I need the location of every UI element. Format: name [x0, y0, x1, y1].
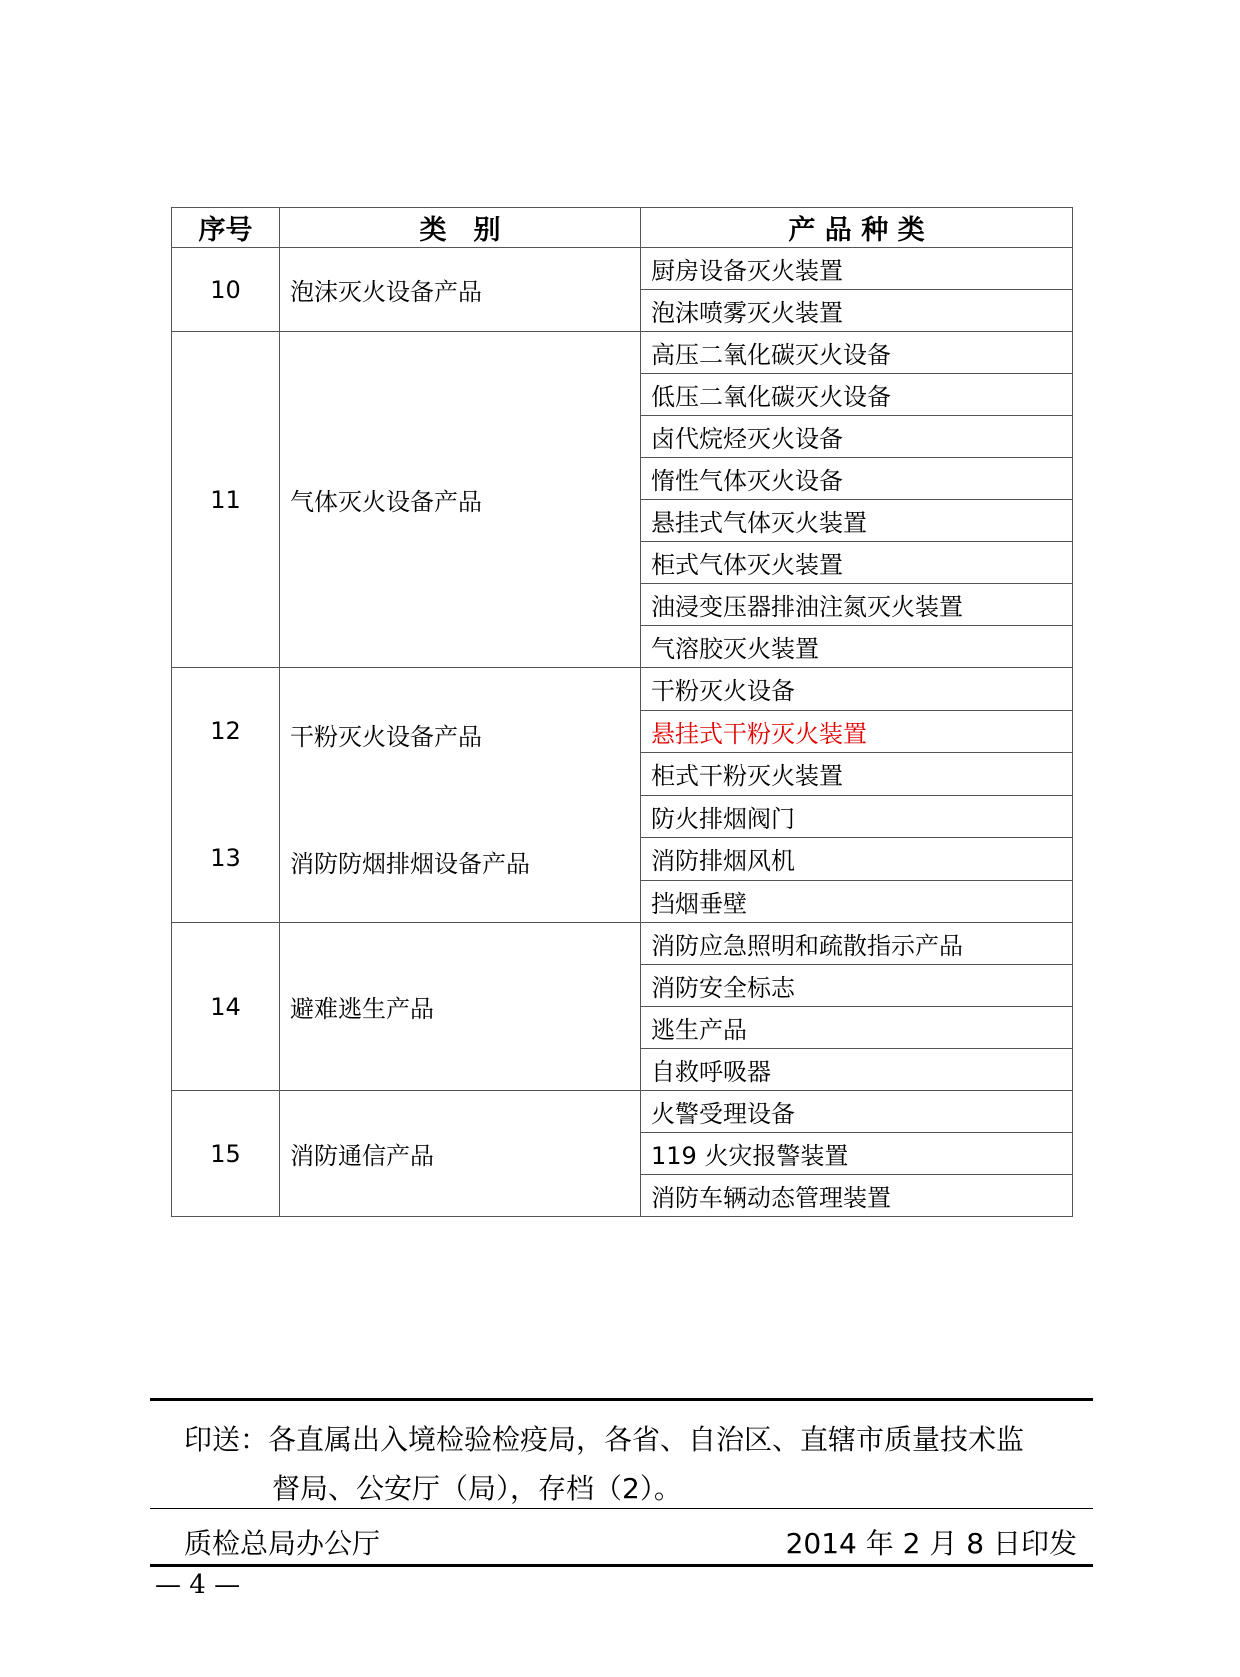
product-item: 油浸变压器排油注氮灭火装置: [641, 584, 1073, 626]
product-item: 悬挂式气体灭火装置: [641, 500, 1073, 542]
distribution-line-2: 督局、公安厅（局），存档（2）。: [272, 1472, 682, 1505]
group-category: 气体灭火设备产品: [280, 332, 641, 668]
product-item-highlighted: 悬挂式干粉灭火装置: [641, 710, 1073, 753]
page-number: — 4 —: [155, 1570, 241, 1600]
product-item: 火警受理设备: [641, 1091, 1073, 1133]
footer-middle-rule: [150, 1508, 1093, 1509]
product-item: 气溶胶灭火装置: [641, 626, 1073, 668]
product-item: 防火排烟阀门: [641, 795, 1073, 838]
footer-bottom-rule: [150, 1564, 1093, 1567]
merged-category-cell: [280, 668, 641, 923]
product-item: 柜式干粉灭火装置: [641, 753, 1073, 796]
product-catalog-table: [171, 207, 1073, 1217]
group-category: 干粉灭火设备产品: [290, 723, 482, 751]
product-item: 柜式气体灭火装置: [641, 542, 1073, 584]
header-products: 产 品 种 类: [641, 208, 1073, 248]
product-item: 泡沫喷雾灭火装置: [641, 290, 1073, 332]
product-item: 逃生产品: [641, 1007, 1073, 1049]
product-item: 厨房设备灭火装置: [641, 248, 1073, 290]
product-item: 消防排烟风机: [641, 838, 1073, 881]
table-row: [172, 332, 1073, 374]
product-item: 消防应急照明和疏散指示产品: [641, 923, 1073, 965]
footer-top-rule: [150, 1398, 1093, 1401]
product-item: 消防车辆动态管理装置: [641, 1175, 1073, 1217]
group-number: 15: [172, 1091, 280, 1217]
table-row: [172, 923, 1073, 965]
group-category: 泡沫灭火设备产品: [280, 248, 641, 332]
product-item: 119 火灾报警装置: [641, 1133, 1073, 1175]
product-item: 干粉灭火设备: [641, 668, 1073, 711]
group-category: 消防防烟排烟设备产品: [290, 850, 530, 878]
header-index: 序号: [172, 208, 280, 248]
distribution-line-1: 印送：各直属出入境检验检疫局，各省、自治区、直辖市质量技术监: [184, 1423, 1025, 1456]
header-category: 类 别: [280, 208, 641, 248]
table-row: [172, 668, 1073, 711]
issue-date: 2014 年 2 月 8 日印发: [785, 1527, 1077, 1560]
table-row: [172, 1091, 1073, 1133]
group-category: 避难逃生产品: [280, 923, 641, 1091]
group-number: 14: [172, 923, 280, 1091]
product-item: 挡烟垂壁: [641, 880, 1073, 923]
product-item: 惰性气体灭火设备: [641, 458, 1073, 500]
issuer: 质检总局办公厅: [184, 1527, 381, 1560]
product-item: 消防安全标志: [641, 965, 1073, 1007]
product-item: 高压二氧化碳灭火设备: [641, 332, 1073, 374]
group-number: 11: [172, 332, 280, 668]
product-item: 卤代烷烃灭火设备: [641, 416, 1073, 458]
table-header-row: [172, 208, 1073, 248]
group-number: 10: [172, 248, 280, 332]
group-category: 消防通信产品: [280, 1091, 641, 1217]
table-row: [172, 248, 1073, 290]
group-number: 13: [210, 844, 241, 872]
product-item: 自救呼吸器: [641, 1049, 1073, 1091]
merged-number-cell: [172, 668, 280, 923]
product-item: 低压二氧化碳灭火设备: [641, 374, 1073, 416]
group-number: 12: [210, 717, 241, 745]
